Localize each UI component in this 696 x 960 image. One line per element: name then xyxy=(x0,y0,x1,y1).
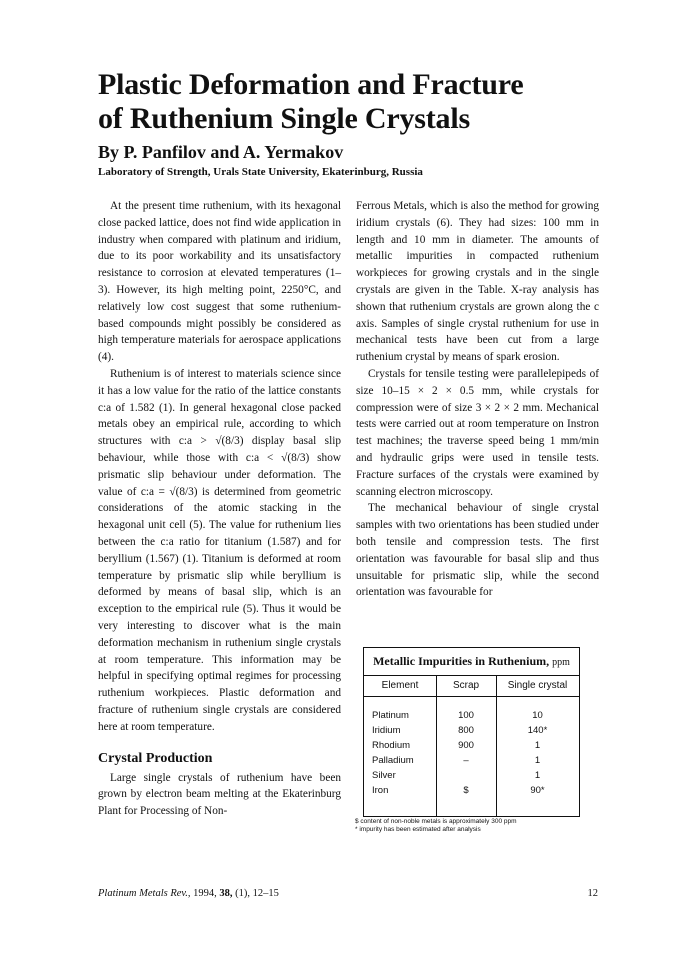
table-footnote: * impurity has been estimated after analysis xyxy=(355,826,481,833)
table-cell-scrap: 100 xyxy=(458,710,474,721)
journal-citation xyxy=(98,888,279,900)
journal-volume: 38, xyxy=(219,888,233,899)
table-cell-scrap: – xyxy=(463,755,469,766)
body-paragraph: At the present time ruthenium, with its hexagonal close packed lattice, does not find wide application in industry when compared with platinum and iridium, due to its poor workability and its unsatisfactory resistance to corrosion at elevated temperatures (1–3). However, its high melting point, 2250°C, and relatively low cost suggest that some ruthenium-based compounds might possibly be considered as high temperature materials for aerospace applications (4). xyxy=(98,200,341,364)
title-line-2: of Ruthenium Single Crystals xyxy=(98,102,470,135)
body-paragraph: Large single crystals of ruthenium have been grown by electron beam melting at the Ekaterinburg Plant for Processing of Non- xyxy=(98,771,341,818)
left-column xyxy=(98,198,341,820)
journal-year: 1994, xyxy=(190,888,220,899)
body-paragraph: The mechanical behaviour of single crystal samples with two orientations has been studied under both tensile and compression tests. The first orientation was favourable for basal slip and thus unsuitable for prismatic slip, while the second orientation was favourable for xyxy=(356,502,599,599)
page-number: 12 xyxy=(587,888,598,899)
article-title xyxy=(98,68,638,136)
table-cell-single: 1 xyxy=(534,740,541,751)
table-cell-scrap: 800 xyxy=(458,725,474,736)
table-cell-scrap: $ xyxy=(463,785,469,796)
table-cell-single: 90* xyxy=(530,785,545,796)
table-header-element: Element xyxy=(381,680,419,691)
table-cell-element: Palladium xyxy=(372,755,414,766)
table-cell-single: 1 xyxy=(534,755,541,766)
table-cell-single: 140* xyxy=(527,725,548,736)
table-footnote: $ content of non-noble metals is approximately 300 ppm xyxy=(355,818,517,825)
body-paragraph: Ferrous Metals, which is also the method for growing iridium crystals (6). They had sizes: 100 mm in length and 10 mm in diameter. The amounts of metallic impurities in compacted ruthenium workpieces for growing crystals and in the single crystals are given in the Table. X-ray analysis has shown that ruthenium crystals are grown along the c axis. Samples of single crystal ruthenium for use in mechanical tests have been cut from a large ruthenium crystal by means of spark erosion. xyxy=(356,200,599,364)
table-cell-single: 1 xyxy=(534,770,541,781)
section-heading: Crystal Production xyxy=(98,750,213,766)
table-title-text: Metallic Impurities in Ruthenium, xyxy=(373,654,550,668)
table-cell-element: Iridium xyxy=(372,725,401,736)
right-column xyxy=(356,198,599,601)
journal-name: Platinum Metals Rev., xyxy=(98,888,191,899)
table-cell-element: Rhodium xyxy=(372,740,411,751)
table-cell-single: 10 xyxy=(532,710,543,721)
table-rule xyxy=(364,696,579,697)
table-unit: ppm xyxy=(552,657,570,668)
table-cell-element: Iron xyxy=(372,785,389,796)
table-header-single-crystal: Single crystal xyxy=(507,680,568,691)
table-cell-element: Silver xyxy=(372,770,396,781)
table-title xyxy=(364,654,579,670)
author-byline: By P. Panfilov and A. Yermakov xyxy=(98,142,344,162)
table-rule xyxy=(364,675,579,676)
table-header-scrap: Scrap xyxy=(452,680,480,691)
body-paragraph: Crystals for tensile testing were parallelepipeds of size 10–15 × 2 × 0.5 mm, while crystals for compression were of size 3 × 2 × 2 mm. Mechanical tests were carried out at room temperature on Instron test machines; the traverse speed being 1 mm/min and hydraulic grips were used in tensile tests. Fracture surfaces of the crystals were examined by scanning electron microscopy. xyxy=(356,367,599,498)
author-affiliation: Laboratory of Strength, Urals State University, Ekaterinburg, Russia xyxy=(98,166,423,178)
table-cell-element: Platinum xyxy=(372,710,409,721)
table-cell-scrap: 900 xyxy=(458,740,474,751)
title-line-1: Plastic Deformation and Fracture xyxy=(98,68,524,101)
impurities-table xyxy=(363,647,580,817)
journal-issue-pages: (1), 12–15 xyxy=(232,888,279,899)
body-paragraph: Ruthenium is of interest to materials science since it has a low value for the ratio of the lattice constants c:a of 1.582 (1). In general hexagonal close packed metals obey an empirical rule, according to which structures with c:a > √(8/3) display basal slip behaviour, while those with c:a < √(8/3) show prismatic slip behaviour under deformation. The value of c:a = √(8/3) is determined from geometric considerations of the atomic stacking in the hexagonal unit cell (5). The value for ruthenium lies between the c:a ratio for titanium (1.587) and for beryllium (1.567) (1). Titanium is deformed at room temperature by prismatic slip while beryllium is deformed by means of basal slip, which is an exception to the empirical rule (5). Thus it would be very interesting to discover what is the main deformation mechanism in ruthenium single crystals at room temperature. This information may be helpful in specifying optimal regimes for processing ruthenium workpieces. Plastic deformation and fracture of ruthenium single crystals are considered here at room temperature. xyxy=(98,367,341,733)
